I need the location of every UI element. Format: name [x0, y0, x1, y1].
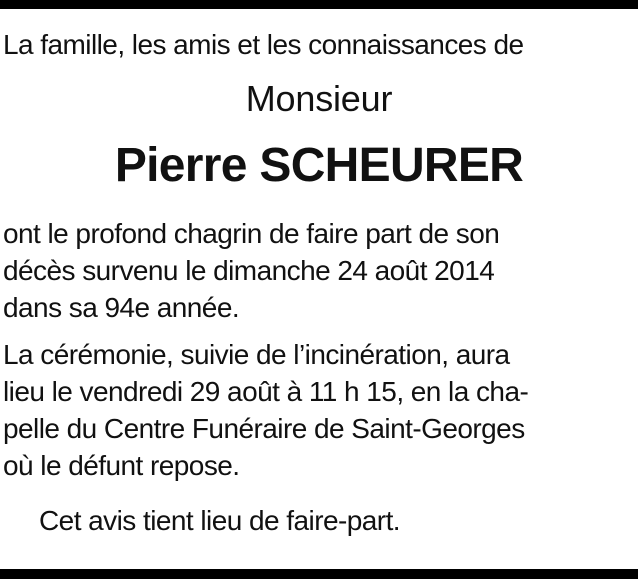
announcement-line-3: dans sa 94e année.: [3, 292, 240, 323]
intro-line: La famille, les amis et les connaissances de: [3, 29, 524, 60]
announcement-line-1: ont le profond chagrin de faire part de son: [3, 218, 500, 249]
salutation: Monsieur: [245, 78, 393, 119]
closing-note: Cet avis tient lieu de faire-part.: [39, 505, 401, 536]
ceremony-line-2: lieu le vendredi 29 août à 11 h 15, en la cha-: [3, 376, 529, 407]
ceremony-line-1: La cérémonie, suivie de l’incinération, aura: [3, 339, 510, 370]
announcement-line-2: décès survenu le dimanche 24 août 2014: [3, 255, 495, 286]
deceased-name: Pierre SCHEURER: [114, 139, 524, 192]
ceremony-line-4: où le défunt repose.: [3, 450, 240, 481]
ceremony-line-3: pelle du Centre Funéraire de Saint-Georges: [3, 413, 525, 444]
bottom-border-bar: [0, 569, 638, 579]
